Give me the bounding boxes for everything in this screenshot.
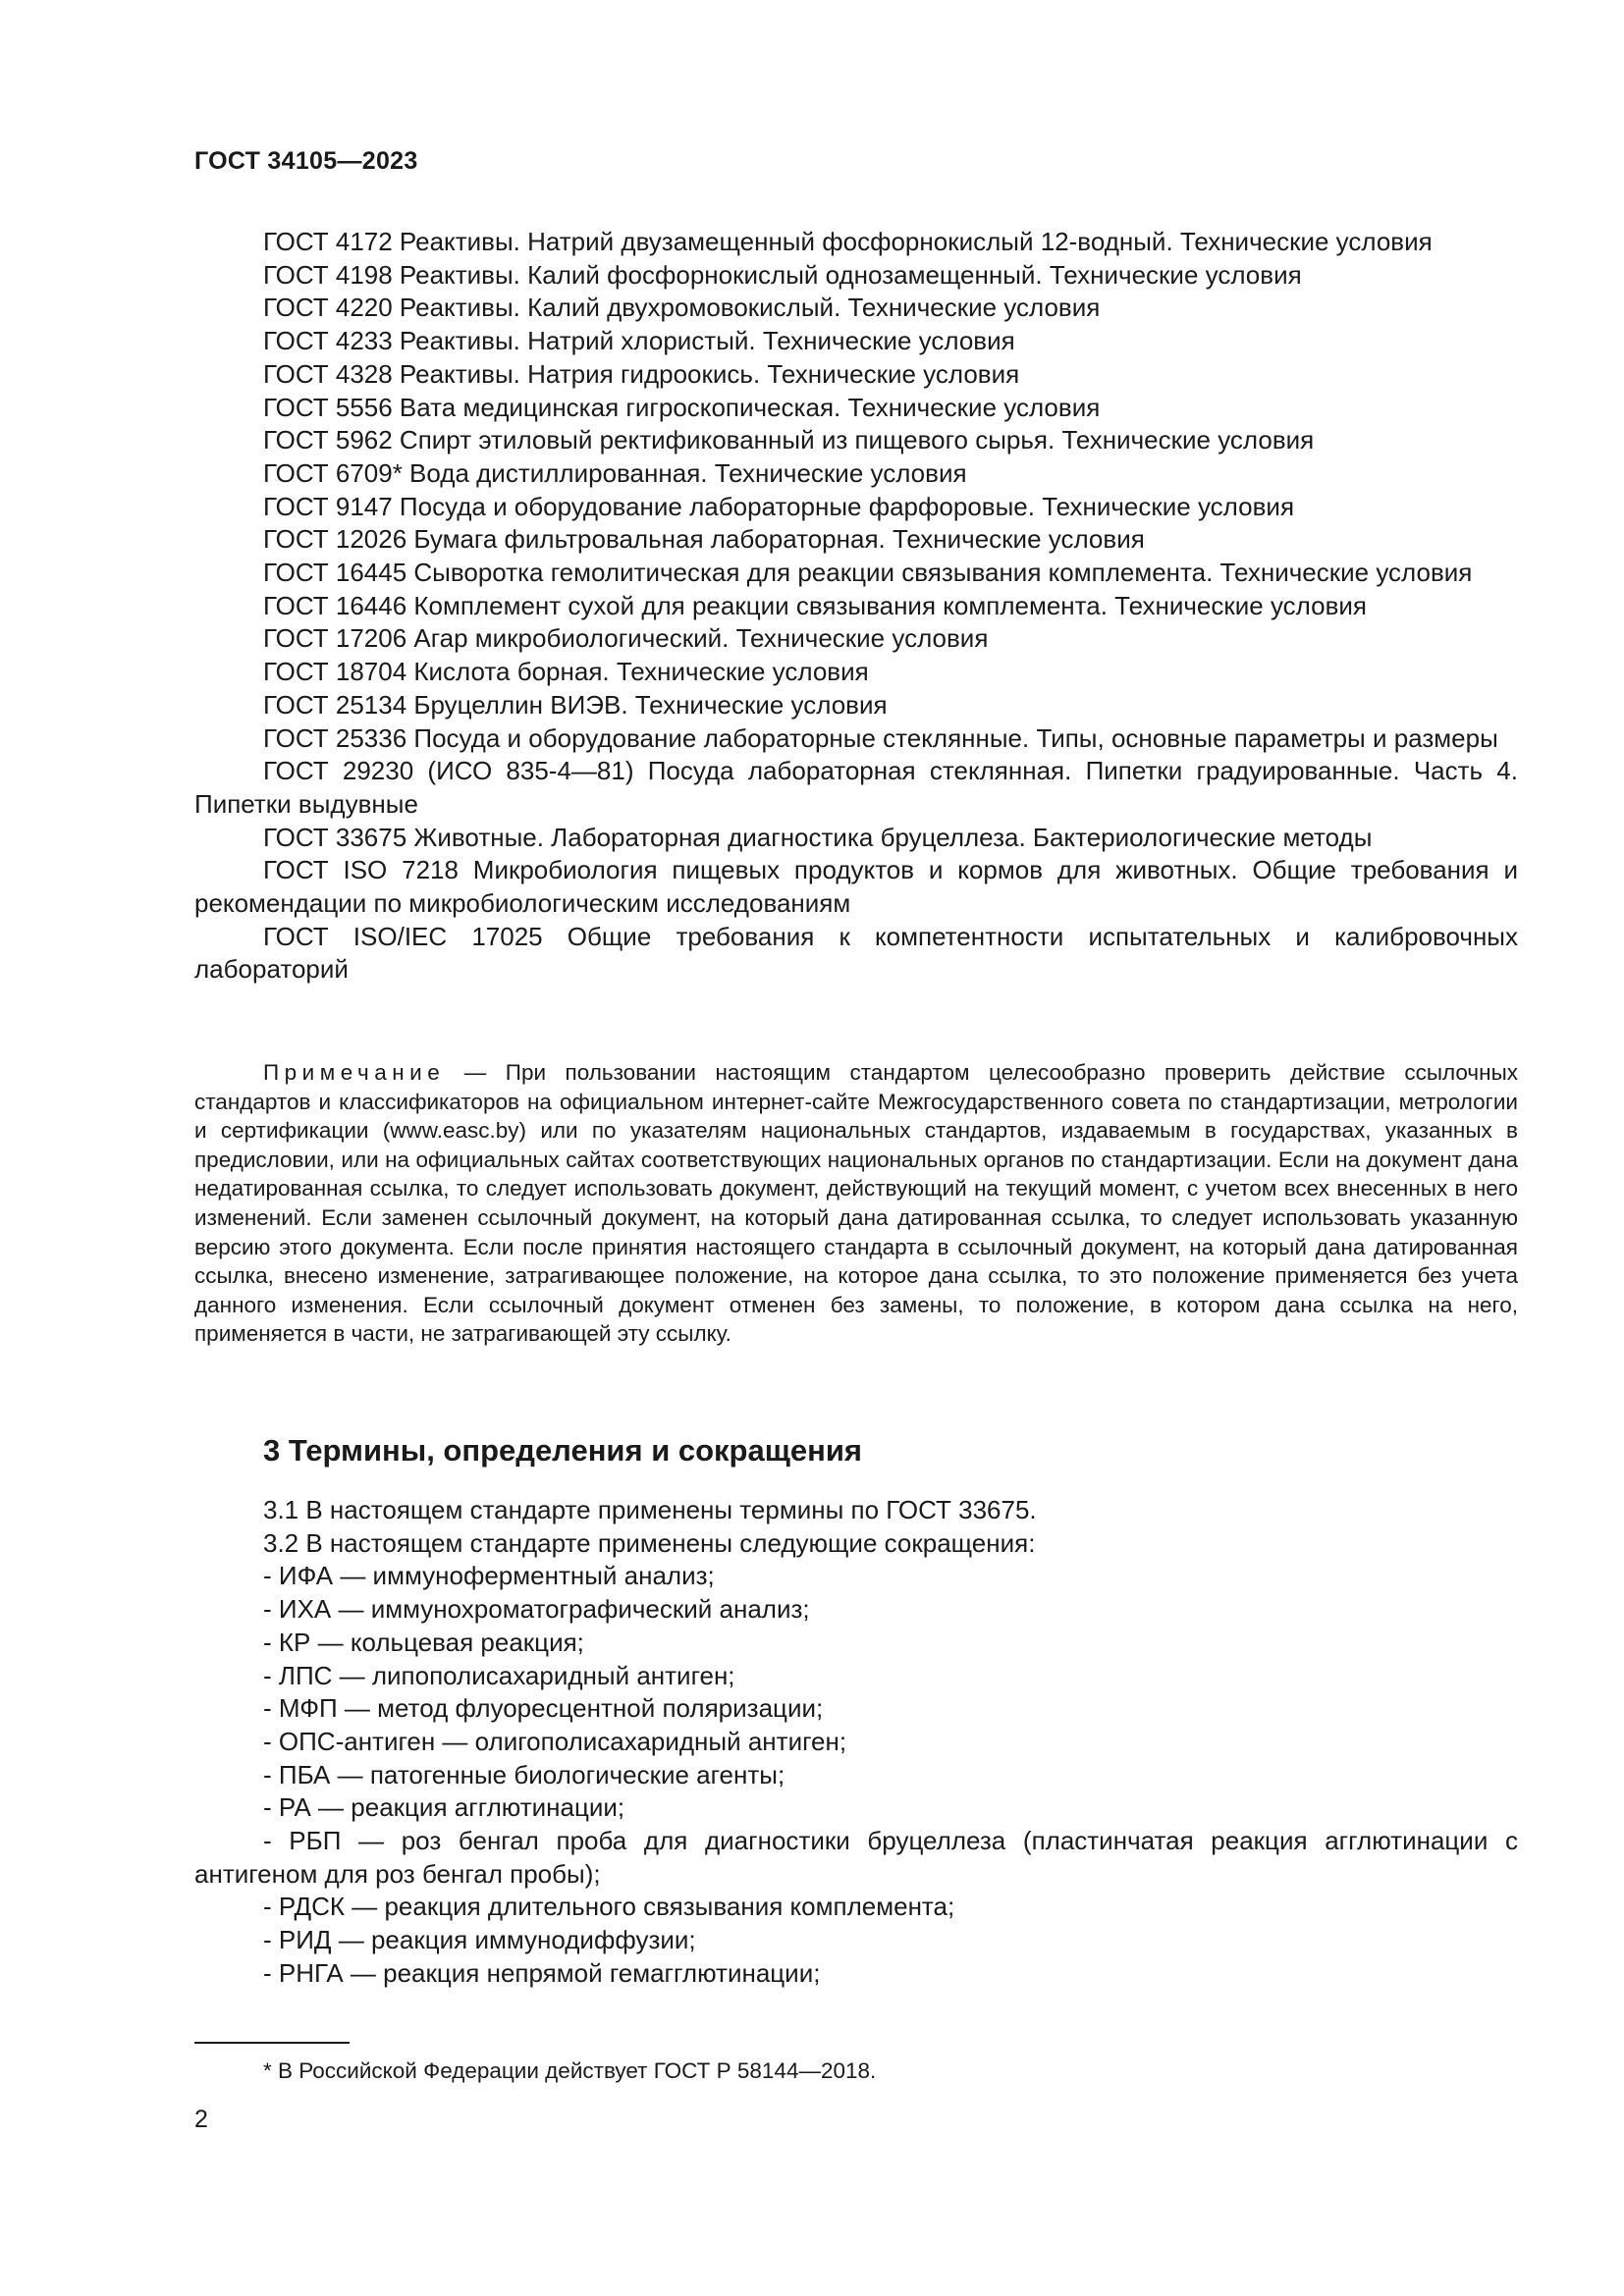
page-number: 2	[194, 2106, 208, 2133]
note-label: Примечание	[263, 1060, 446, 1085]
reference-item: ГОСТ 9147 Посуда и оборудование лабораторные фарфоровые. Технические условия	[263, 491, 1295, 521]
reference-item: ГОСТ 4328 Реактивы. Натрия гидроокись. Технические условия	[263, 358, 1020, 389]
term-item: - ОПС-антиген — олигополисахаридный антиген;	[263, 1726, 847, 1756]
term-item: - РНГА — реакция непрямой гемагглютинации;	[263, 1957, 821, 1988]
reference-item: ГОСТ 4198 Реактивы. Калий фосфорнокислый однозамещенный. Технические условия	[263, 259, 1302, 290]
reference-item: ГОСТ 18704 Кислота борная. Технические условия	[263, 657, 869, 687]
reference-item: ГОСТ 33675 Животные. Лабораторная диагностика бруцеллеза. Бактериологические методы	[263, 822, 1373, 852]
reference-item: ГОСТ 4220 Реактивы. Калий двухромовокислый. Технические условия	[263, 293, 1101, 323]
term-item: - РИД — реакция иммунодиффузии;	[263, 1925, 696, 1955]
reference-item: ГОСТ 16445 Сыворотка гемолитическая для реакции связывания комплемента. Технические условия	[263, 558, 1473, 588]
reference-item: ГОСТ ISO 7218 Микробиология пищевых продуктов и кормов для животных. Общие требования и рекомендации по микробиологическим исследованиям	[194, 855, 1518, 919]
term-item: - РБП — роз бенгал проба для диагностики бруцеллеза (пластинчатая реакция агглютинации с антигеном для роз бенгал пробы);	[194, 1826, 1518, 1889]
reference-item: ГОСТ 5962 Спирт этиловый ректификованный из пищевого сырья. Технические условия	[263, 425, 1315, 455]
note-paragraph	[194, 1058, 1518, 1349]
document-header: ГОСТ 34105—2023	[194, 147, 418, 175]
term-item: - РА — реакция агглютинации;	[263, 1792, 625, 1823]
reference-item: ГОСТ 5556 Вата медицинская гигроскопическая. Технические условия	[263, 392, 1101, 422]
reference-item: ГОСТ 25336 Посуда и оборудование лабораторные стеклянные. Типы, основные параметры и размеры	[263, 722, 1498, 753]
reference-item: ГОСТ 12026 Бумага фильтровальная лабораторная. Технические условия	[263, 524, 1145, 555]
term-item: - ИХА — иммунохроматографический анализ;	[263, 1594, 810, 1625]
reference-item: ГОСТ 4233 Реактивы. Натрий хлористый. Технические условия	[263, 326, 1015, 356]
term-item: - ИФА — иммуноферментный анализ;	[263, 1561, 715, 1591]
reference-item: ГОСТ 29230 (ИСО 835-4—81) Посуда лабораторная стеклянная. Пипетки градуированные. Часть 4. Пипетки выдувные	[194, 756, 1518, 819]
reference-item: ГОСТ 25134 Бруцеллин ВИЭВ. Технические условия	[263, 689, 888, 720]
term-item: - РДСК — реакция длительного связывания комплемента;	[263, 1892, 955, 1922]
reference-item: ГОСТ 4172 Реактивы. Натрий двузамещенный фосфорнокислый 12-водный. Технические условия	[263, 227, 1433, 256]
term-item: 3.2 В настоящем стандарте применены следующие сокращения:	[263, 1527, 1036, 1558]
reference-item: ГОСТ ISO/IEC 17025 Общие требования к компетентности испытательных и калибровочных лабораторий	[194, 921, 1518, 985]
term-item: - КР — кольцевая реакция;	[263, 1627, 584, 1657]
abbreviations-list	[194, 1494, 1518, 1991]
term-item: - ПБА — патогенные биологические агенты;	[263, 1759, 785, 1789]
reference-item: ГОСТ 6709* Вода дистиллированная. Технические условия	[263, 457, 967, 488]
footnote-divider	[194, 2042, 350, 2044]
term-item: 3.1 В настоящем стандарте применены термины по ГОСТ 33675.	[263, 1495, 1037, 1524]
note-text: — При пользовании настоящим стандартом целесообразно проверить действие ссылочных стандартов и классификаторов на официальном интернет-сайте Межгосударственного совета по стандартизации, метрологии и сертификации (www.easc.by) или по указателям национальных стандартов, издаваемым в государствах, указанных в предисловии, или на официальных сайтах соответствующих национальных органов по стандартизации. Если на документ дана недатированная ссылка, то следует использовать документ, действующий на текущий момент, с учетом всех внесенных в него изменений. Если заменен ссылочный документ, на который дана датированная ссылка, то следует использовать указанную версию этого документа. Если после принятия настоящего стандарта в ссылочный документ, на который дана датированная ссылка, внесено изменение, затрагивающее положение, на которое дана ссылка, то это положение применяется без учета данного изменения. Если ссылочный документ отменен без замены, то положение, в котором дана ссылка на него, применяется в части, не затрагивающей эту ссылку.	[194, 1060, 1518, 1347]
normative-references-list	[194, 226, 1518, 987]
reference-item: ГОСТ 16446 Комплемент сухой для реакции связывания комплемента. Технические условия	[263, 590, 1368, 620]
footnote: * В Российской Федерации действует ГОСТ Р 58144—2018.	[263, 2058, 877, 2083]
term-item: - ЛПС — липополисахаридный антиген;	[263, 1660, 735, 1690]
term-item: - МФП — метод флуоресцентной поляризации;	[263, 1693, 824, 1724]
section-heading: 3 Термины, определения и сокращения	[263, 1433, 862, 1468]
reference-item: ГОСТ 17206 Агар микробиологический. Технические условия	[263, 623, 989, 654]
